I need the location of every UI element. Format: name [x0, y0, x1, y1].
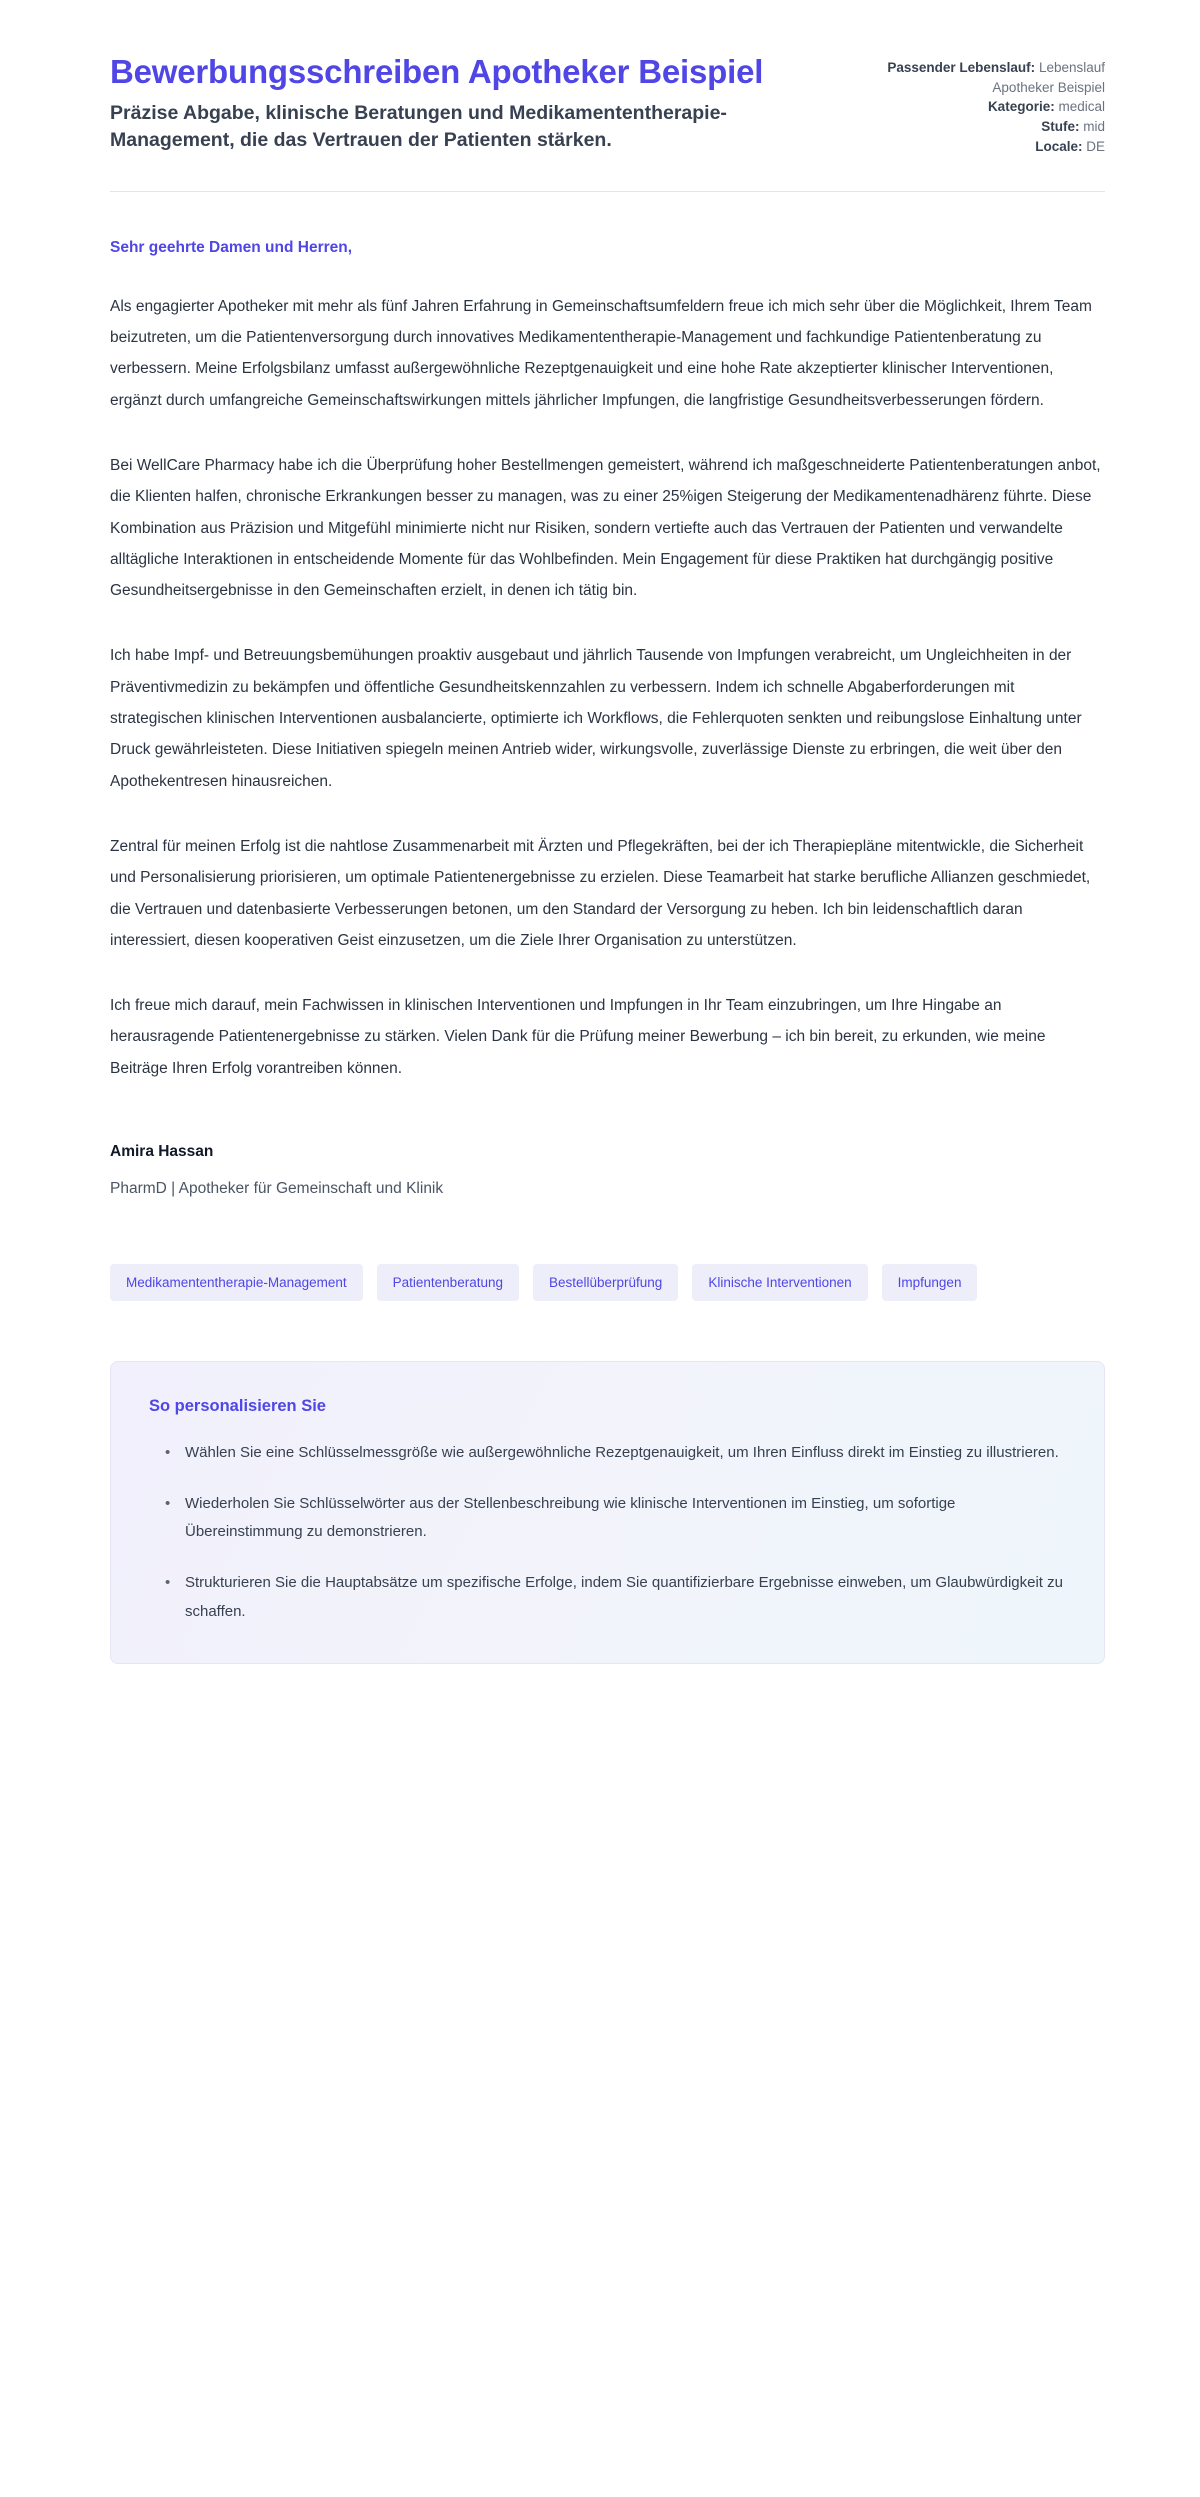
skill-tag[interactable]: Klinische Interventionen — [692, 1264, 867, 1302]
meta-matching-resume — [865, 58, 1105, 97]
document-header — [110, 52, 1105, 157]
meta-level-label: Stufe: — [1041, 119, 1080, 135]
meta-locale-label: Locale: — [1035, 138, 1083, 154]
meta-category-label: Kategorie: — [987, 99, 1055, 115]
meta-matching-resume-value: Lebenslauf Apotheker Beispiel — [992, 60, 1105, 95]
callout-tip-list — [149, 1439, 1066, 1627]
personalization-callout — [110, 1361, 1105, 1664]
letter-salutation: Sehr geehrte Damen und Herren, — [110, 238, 353, 256]
skill-tag[interactable]: Impfungen — [882, 1264, 978, 1302]
meta-locale-value: DE — [1086, 138, 1105, 154]
skill-tag[interactable]: Bestellüberprüfung — [533, 1264, 678, 1302]
skill-tag[interactable]: Medikamententherapie-Management — [110, 1264, 363, 1302]
skill-tag-list — [110, 1264, 1070, 1302]
page-title: Bewerbungsschreiben Apotheker Beispiel — [110, 53, 764, 90]
signature-block — [110, 1140, 1105, 1202]
callout-tip-item: • Wählen Sie eine Schlüsselmessgröße wie außergewöhnliche Rezeptgenauigkeit, um Ihren Einfluss direkt im Einstieg zu illustrieren. — [171, 1439, 1066, 1468]
header-title-block — [110, 52, 825, 154]
letter-paragraph: Ich habe Impf- und Betreuungsbemühungen proaktiv ausgebaut und jährlich Tausende von Impfungen verabreicht, um Ungleichheiten in der Präventivmedizin zu bekämpfen und öffentliche Gesundheitskennzahlen zu verbessern. Indem ich schnelle Abgaberforderungen mit strategischen klinischen Interventionen ausbalancierte, optimierte ich Workflows, die Fehlerquoten senkten und reibungslose Einhaltung unter Druck gewährleisteten. Diese Initiativen spiegeln meinen Antrieb wider, wirkungsvolle, zuverlässige Dienste zu erbringen, die weit über den Apothekentresen hinausreichen. — [110, 647, 1082, 790]
letter-paragraph: Zentral für meinen Erfolg ist die nahtlose Zusammenarbeit mit Ärzten und Pflegekräften, bei der ich Therapiepläne mitentwickle, die Sicherheit und Personalisierung priorisieren, um optimale Patientenergebnisse zu erzielen. Diese Teamarbeit hat starke berufliche Allianzen geschmiedet, die Vertrauen und datenbasierte Verbesserungen betonen, um den Standard der Versorgung zu heben. Ich bin leidenschaftlich daran interessiert, diesen kooperativen Geist einzusetzen, um die Ziele Ihrer Organisation zu unterstützen. — [110, 837, 1091, 949]
meta-locale — [865, 137, 1105, 157]
letter-paragraph: Ich freue mich darauf, mein Fachwissen in klinischen Interventionen und Impfungen in Ihr Team einzubringen, um Ihre Hingabe an herausragende Patientenergebnisse zu stärken. Vielen Dank für die Prüfung meiner Bewerbung – ich bin bereit, zu erkunden, wie meine Beiträge Ihren Erfolg vorantreiben können. — [110, 997, 1046, 1077]
signature-role: PharmD | Apotheker für Gemeinschaft und Klinik — [110, 1179, 444, 1197]
skill-tag[interactable]: Patientenberatung — [377, 1264, 519, 1302]
meta-category-value: medical — [1058, 99, 1105, 115]
page-subtitle: Präzise Abgabe, klinische Beratungen und Medikamententherapie-Management, die das Vertrauen der Patienten stärken. — [110, 101, 727, 151]
callout-tip-item: • Wiederholen Sie Schlüsselwörter aus der Stellenbeschreibung wie klinische Interventionen im Einstieg, um sofortige Übereinstimmung zu demonstrieren. — [171, 1490, 1066, 1548]
letter-body — [110, 236, 1105, 1664]
signature-name: Amira Hassan — [110, 1143, 214, 1160]
header-divider — [110, 191, 1105, 192]
callout-title: So personalisieren Sie — [149, 1397, 326, 1416]
meta-category — [865, 97, 1105, 117]
letter-paragraph: Als engagierter Apotheker mit mehr als fünf Jahren Erfahrung in Gemeinschaftsumfeldern freue ich mich sehr über die Möglichkeit, Ihrem Team beizutreten, um die Patientenversorgung durch innovatives Medikamententherapie-Management und fachkundige Patientenberatung zu verbessern. Meine Erfolgsbilanz umfasst außergewöhnliche Rezeptgenauigkeit und eine hohe Rate akzeptierter klinischer Interventionen, ergänzt durch umfangreiche Gemeinschaftswirkungen mittels jährlicher Impfungen, die langfristige Gesundheitsverbesserungen fördern. — [110, 297, 1092, 409]
document-metadata — [865, 52, 1105, 157]
callout-tip-item: • Strukturieren Sie die Hauptabsätze um spezifische Erfolge, indem Sie quantifizierbare Ergebnisse einweben, um Glaubwürdigkeit zu schaffen. — [171, 1569, 1066, 1627]
letter-paragraph: Bei WellCare Pharmacy habe ich die Überprüfung hoher Bestellmengen gemeistert, während ich maßgeschneiderte Patientenberatungen anbot, die Klienten halfen, chronische Erkrankungen besser zu managen, was zu einer 25%igen Steigerung der Medikamentenadhärenz führte. Diese Kombination aus Präzision und Mitgefühl minimierte nicht nur Risiken, sondern vertiefte auch das Vertrauen der Patienten und verwandelte alltägliche Interaktionen in entscheidende Momente für das Wohlbefinden. Mein Engagement für diese Praktiken hat durchgängig positive Gesundheitsergebnisse in den Gemeinschaften erzielt, in denen ich tätig bin. — [110, 456, 1101, 600]
meta-matching-resume-label: Passender Lebenslauf: — [887, 60, 1036, 75]
meta-level-value: mid — [1083, 119, 1105, 135]
meta-level — [865, 117, 1105, 137]
